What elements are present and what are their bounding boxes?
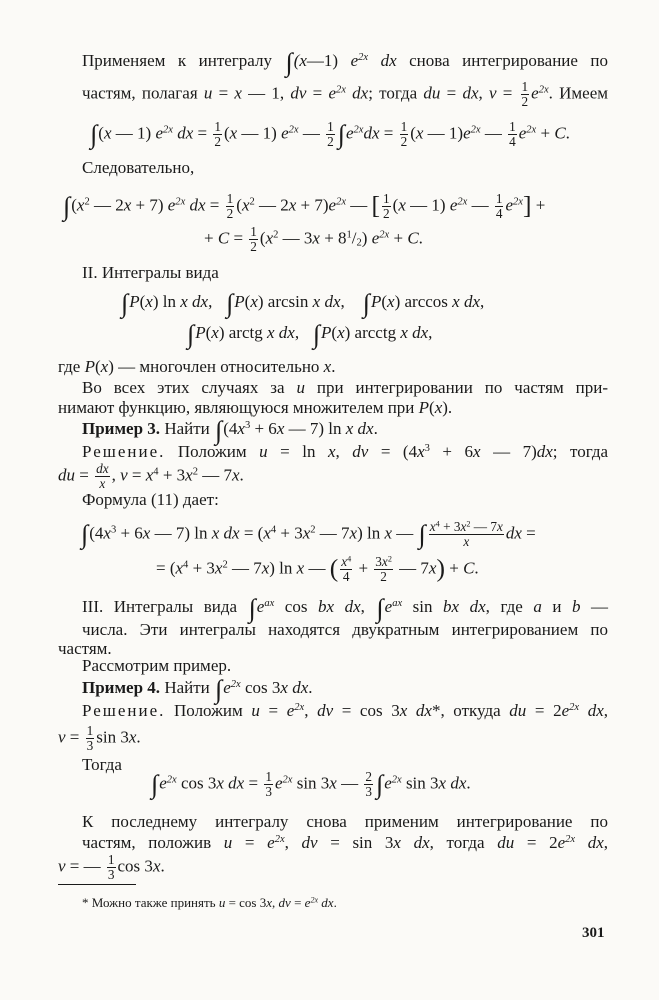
text-line-parts: частям.: [58, 639, 112, 658]
equation-result-line-2: + C = $\frac{1}{2}$ ($x^2$ — $3x + 8^1/_2$) $e^{2x} + C$.: [204, 224, 423, 254]
text-line-all-cases: Во всех этих случаях за u при интегрировании по частям при-: [82, 378, 608, 397]
text-line-consider-example: Рассмотрим пример.: [82, 656, 232, 675]
equation-result-line-1: $\int(x^2$ — 2x + 7) $e^{2x}$ dx = $\frac{1}{2}$ ($x^2$ — $2x + 7)e^{2x}$ — [ $\frac{1}{2}$ (x — 1) $e^{2x}$ — $\frac{1}{4}$ $e^{2x}$] +: [63, 190, 546, 222]
text-line-1: Применяем к интегралу ∫(x—1) $e^{2x}$ dx снова интегрирование по: [82, 47, 609, 77]
text-line-numbers: числа. Эти интегралы находятся двукратным интегрированием по: [82, 620, 608, 639]
text-line-2: частям, полагая u = x — 1, dv = $e^{2x}$ dx; тогда du = dx, v = $\frac{1}{2}$ $e^{2x}$. Имеем: [82, 79, 609, 109]
text-line-all-cases-cont: нимают функцию, являющуюся множителем при P(x).: [58, 398, 453, 417]
example-4-v: v = $\frac{1}{3}$ sin 3x.: [58, 723, 141, 753]
example-3-equation-line-2: = ($x^4 + 3x^2$ — 7x) ln x — ( $\frac{x^4}{4}$ + $\frac{3x^2}{2}$ — 7x) + C.: [156, 553, 479, 584]
page-number: 301: [582, 925, 605, 941]
text-line-consequently: Следовательно,: [82, 158, 195, 177]
example-3-du-v: du = $\frac{dx}{x}$ , $v = x^4 + 3x^2$ — 7x.: [58, 461, 244, 491]
equation-integration-by-parts: ∫(x — 1) $e^{2x}$ dx = $\frac{1}{2}$ (x — 1) $e^{2x}$ — $\frac{1}{2}$ $\int e^{2x}dx$ = $\frac{1}{2}$ (x — $1)e^{2x}$ — $\frac{1}{4}$ $e^{2x} + C$.: [90, 119, 570, 150]
example-3-heading: Пример 3. Найти $\int(4x^3 + 6x$ — 7) ln x dx.: [82, 415, 378, 445]
example-4-solution: Решение. Положим $u = e^{2x}$, dv = cos 3x dx*, откуда du = $2e^{2x}$ dx,: [82, 701, 609, 720]
integral-list-line-2: ∫P(x) arctg x dx, ∫P(x) arcctg x dx,: [187, 319, 433, 349]
example-4-v2: v = — $\frac{1}{3}$ cos 3x.: [58, 852, 165, 882]
text-line-polynomial: где P(x) — многочлен относительно x.: [58, 357, 336, 376]
section-heading-III: III. Интегралы вида $\int e^{ax}$ cos bx dx, $\int e^{ax}$ sin bx dx, где a и b —: [82, 593, 608, 623]
footnote-divider: [58, 884, 136, 885]
example-4-heading: Пример 4. Найти $\int e^{2x}$ cos 3x dx.: [82, 674, 313, 704]
text-line-last-integral: К последнему интегралу снова применим интегрирование по: [82, 812, 608, 831]
text-line-then: Тогда: [82, 755, 122, 774]
integral-list-line-1: ∫P(x) ln x dx, ∫P(x) arcsin x dx, ∫P(x) arccos x dx,: [121, 288, 485, 318]
formula-11-gives: Формула (11) дает:: [82, 490, 219, 509]
section-heading-II: II. Интегралы вида: [82, 263, 219, 282]
text-line-setting: частям, положив $u = e^{2x}$, dv = sin 3x dx, тогда du = $2e^{2x}$ dx,: [82, 833, 609, 852]
footnote: * Можно также принять u = cos 3x, dv = $e^{2x}$ dx.: [82, 895, 337, 910]
example-3-equation-line-1: $\int(4x^3 + 6x$ — 7) ln x dx = ($x^4 + 3x^2$ — 7x) ln x — ∫ $\frac{x^4 + 3x^2 — 7x}{x}$ dx =: [81, 519, 536, 550]
example-3-solution: Решение. Положим u = ln x, dv = ($4x^3 + 6x$ — 7)dx; тогда: [82, 442, 609, 461]
example-4-equation: $\int e^{2x}$ cos 3x dx = $\frac{1}{3}$ $e^{2x}$ sin 3x — $\frac{2}{3}$ $\int e^{2x}$ sin 3x dx.: [151, 769, 471, 800]
